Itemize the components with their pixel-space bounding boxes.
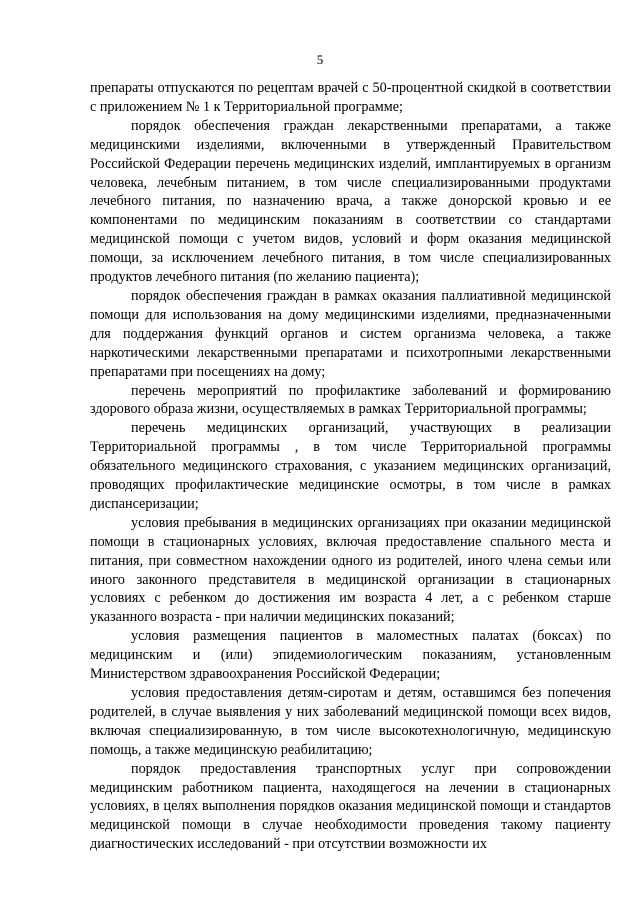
paragraph-medicines-provision: порядок обеспечения граждан лекарственными препаратами, а также медицинскими изделиями, включенными в утвержденный Правительством Российской Федерации перечень медицинских изделий, имплантируемых в организм человека, лечебным питанием, в том числе специализированными продуктами лечебного питания, по назначению врача, а также донорской кровью и ее компонентами по медицинским показаниям в соответствии со стандартами медицинской помощи с учетом видов, условий и форм оказания медицинской помощи, за исключением лечебного питания, в том числе специализированных продуктов лечебного питания (по желанию пациента); xyxy=(90,117,611,286)
paragraph-medical-organizations-list: перечень медицинских организаций, участвующих в реализации Территориальной программы , в том числе Территориальной программы обязательного медицинского страхования, с указанием медицинских организаций, проводящих профилактические медицинские осмотры, в том числе в рамках диспансеризации; xyxy=(90,420,611,512)
paragraph-hospital-stay-conditions: условия пребывания в медицинских организациях при оказании медицинской помощи в стационарных условиях, включая предоставление спального места и питания, при совместном нахождении одного из родителей, иного члена семьи или иного законного представителя в медицинской организации в стационарных условиях с ребенком до достижения им возраста 4 лет, а с ребенком старше указанного возраста - при наличии медицинских показаний; xyxy=(90,514,611,626)
paragraph-prevention-measures: перечень мероприятий по профилактике заболеваний и формированию здорового образа жизни, осуществляемых в рамках Территориальной программы; xyxy=(90,382,611,418)
paragraph-continuation: препараты отпускаются по рецептам врачей с 50-процентной скидкой в соответствии с приложением № 1 к Территориальной программе; xyxy=(90,80,611,115)
paragraph-palliative-care: порядок обеспечения граждан в рамках оказания паллиативной медицинской помощи для использования на дому медицинскими изделиями, предназначенными для поддержания функций органов и систем организма человека, а также наркотическими лекарственными препаратами и психотропными лекарственными препаратами при посещениях на дому; xyxy=(90,287,611,380)
paragraph-orphans-care: условия предоставления детям-сиротам и детям, оставшимся без попечения родителей, в случае выявления у них заболеваний медицинской помощи всех видов, включая специализированную, в том числе высокотехнологичную, медицинскую помощь, а также медицинскую реабилитацию; xyxy=(90,685,611,758)
page-number: 5 xyxy=(316,52,324,67)
document-body xyxy=(90,79,611,854)
paragraph-transport-services: порядок предоставления транспортных услуг при сопровождении медицинским работником пациента, находящегося на лечении в стационарных условиях, в целях выполнения порядков оказания медицинской помощи и стандартов медицинской помощи в случае необходимости проведения такому пациенту диагностических исследований - при отсутствии возможности их xyxy=(90,760,611,853)
paragraph-small-wards: условия размещения пациентов в маломестных палатах (боксах) по медицинским и (или) эпидемиологическим показаниям, установленным Министерством здравоохранения Российской Федерации; xyxy=(90,628,611,683)
